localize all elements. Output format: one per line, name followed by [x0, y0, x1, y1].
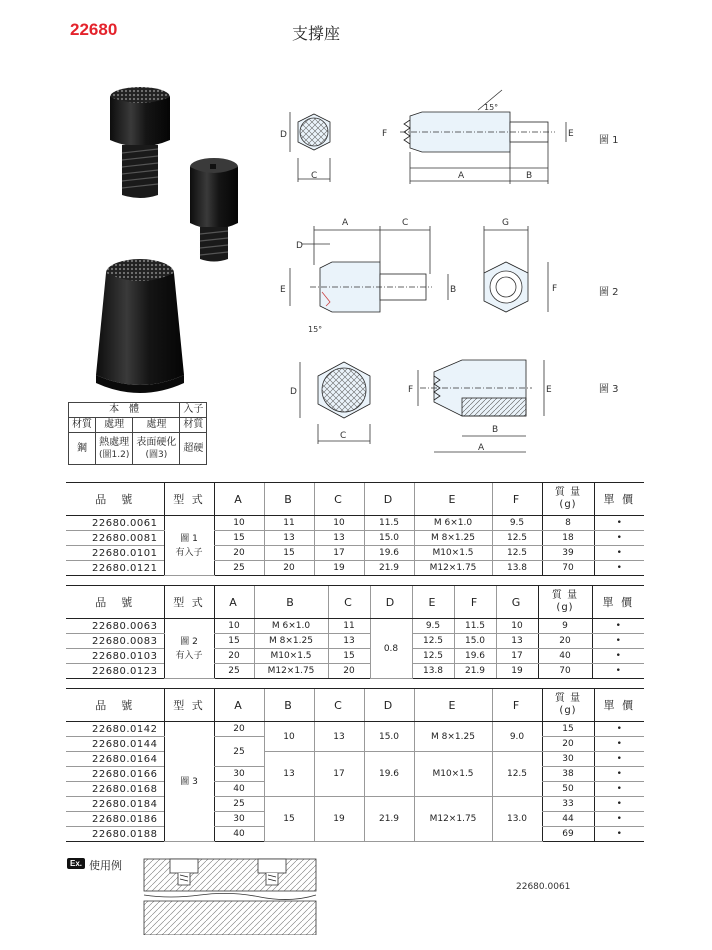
- col-header-B: B: [264, 689, 314, 722]
- dim-B-fig1: B: [526, 171, 533, 181]
- cell-F: 11.5: [454, 619, 496, 634]
- cell-D: 21.9: [364, 561, 414, 576]
- cell-A: 40: [214, 827, 264, 842]
- col-header-D: D: [364, 689, 414, 722]
- cell-A: 20: [214, 649, 254, 664]
- cell-F: 21.9: [454, 664, 496, 679]
- weight-unit: (g): [559, 705, 577, 716]
- dim-B-fig2: B: [450, 285, 457, 295]
- col-header-price: 單 價: [594, 689, 644, 722]
- col-header-E: E: [414, 689, 492, 722]
- part-number: 22680.0103: [66, 649, 164, 664]
- col-header-C: C: [314, 483, 364, 516]
- cell-weight: 44: [542, 812, 594, 827]
- cell-E: M10×1.5: [414, 752, 492, 797]
- weight-label: 質 量: [551, 590, 579, 601]
- cell-B: M12×1.75: [254, 664, 328, 679]
- col-header-B: B: [264, 483, 314, 516]
- dim-C-fig2: C: [402, 218, 409, 228]
- cell-price: •: [594, 782, 644, 797]
- part-number: 22680.0121: [66, 561, 164, 576]
- fig1-side-view: [400, 90, 566, 184]
- table-row: [66, 531, 644, 546]
- technical-drawings: [270, 80, 590, 460]
- dim-C-fig3: C: [340, 431, 347, 441]
- part-number: 22680.0142: [66, 722, 164, 737]
- cell-B: 11: [264, 516, 314, 531]
- table-row: [66, 634, 644, 649]
- cell-G: 19: [496, 664, 538, 679]
- type-note: 有入子: [175, 547, 203, 558]
- product-photo-2: [183, 155, 245, 265]
- treatment-col: 處理: [96, 418, 133, 433]
- heat-treatment-label: 熱處理: [99, 436, 130, 448]
- part-number: 22680.0168: [66, 782, 164, 797]
- cell-price: •: [594, 797, 644, 812]
- cell-B: 10: [264, 722, 314, 752]
- spec-table-fig1: [66, 482, 644, 576]
- part-number: 22680.0101: [66, 546, 164, 561]
- cell-C: 20: [328, 664, 370, 679]
- cell-D: 21.9: [364, 797, 414, 842]
- dim-D-fig1: D: [280, 130, 287, 140]
- cell-G: 13: [496, 634, 538, 649]
- spec-table-fig2: [66, 585, 644, 679]
- part-number: 22680.0186: [66, 812, 164, 827]
- cell-D: 15.0: [364, 531, 414, 546]
- cell-A: 30: [214, 812, 264, 827]
- cell-E: 13.8: [412, 664, 454, 679]
- cell-weight: 20: [542, 737, 594, 752]
- cell-E: M 8×1.25: [414, 722, 492, 752]
- cell-F: 9.0: [492, 722, 542, 752]
- cell-E: 9.5: [412, 619, 454, 634]
- cell-weight: 50: [542, 782, 594, 797]
- dim-A-fig2: A: [342, 218, 349, 228]
- col-header-D: D: [370, 586, 412, 619]
- type-cell: 圖 3: [164, 722, 214, 842]
- cell-price: •: [594, 752, 644, 767]
- cell-price: •: [592, 649, 644, 664]
- cell-E: M12×1.75: [414, 797, 492, 842]
- type-cell: [164, 619, 214, 679]
- cell-F: 15.0: [454, 634, 496, 649]
- cell-B: 13: [264, 531, 314, 546]
- treatment-col-2: 處理: [133, 418, 180, 433]
- cell-D: 15.0: [364, 722, 414, 752]
- cell-F: 13.8: [492, 561, 542, 576]
- surface-hardening-note: (圖3): [145, 449, 168, 460]
- dim-D-fig3: D: [290, 387, 297, 397]
- dim-B-fig3: B: [492, 425, 499, 435]
- figure-1-label: 圖 1: [599, 135, 619, 146]
- cell-C: 19: [314, 561, 364, 576]
- cell-weight: 8: [542, 516, 594, 531]
- weight-label: 質 量: [554, 693, 582, 704]
- table-row: [66, 619, 644, 634]
- surface-hardening-label: 表面硬化: [136, 436, 177, 448]
- example-badge: Ex.: [67, 858, 85, 869]
- col-header-C: C: [328, 586, 370, 619]
- dim-A-fig1: A: [458, 171, 465, 181]
- col-header-pn: 品 號: [66, 483, 164, 516]
- cell-F: 12.5: [492, 752, 542, 797]
- product-photo-1: [100, 85, 180, 203]
- cell-B: 13: [264, 752, 314, 797]
- cell-F: 9.5: [492, 516, 542, 531]
- material-table: [68, 402, 207, 465]
- part-number: 22680.0061: [66, 516, 164, 531]
- part-number: 22680.0166: [66, 767, 164, 782]
- figure-2-label: 圖 2: [599, 287, 619, 298]
- cell-C: 13: [314, 722, 364, 752]
- table-row: [66, 561, 644, 576]
- cell-D: 0.8: [370, 619, 412, 679]
- col-header-F: F: [454, 586, 496, 619]
- cell-A: 25: [214, 561, 264, 576]
- type-figure: 圖 1: [180, 533, 198, 544]
- part-number: 22680.0144: [66, 737, 164, 752]
- col-header-F: F: [492, 689, 542, 722]
- cell-C: 13: [314, 531, 364, 546]
- cell-C: 17: [314, 752, 364, 797]
- dim-E-fig3: E: [546, 385, 552, 395]
- cell-E: M 8×1.25: [414, 531, 492, 546]
- example-reference-code: 22680.0061: [516, 882, 571, 892]
- fig3-side-view: [418, 360, 544, 452]
- cell-A: 25: [214, 664, 254, 679]
- cell-price: •: [594, 737, 644, 752]
- cell-A: 40: [214, 782, 264, 797]
- cell-E: M 6×1.0: [414, 516, 492, 531]
- cell-B: M 8×1.25: [254, 634, 328, 649]
- cell-weight: 9: [538, 619, 592, 634]
- dim-F-fig1: F: [382, 129, 388, 139]
- table-row: [66, 516, 644, 531]
- cell-D: 19.6: [364, 546, 414, 561]
- cell-price: •: [594, 722, 644, 737]
- table-row: [66, 649, 644, 664]
- cell-A: 15: [214, 531, 264, 546]
- part-number: 22680.0083: [66, 634, 164, 649]
- dim-D-fig2: D: [296, 241, 303, 251]
- cell-F: 19.6: [454, 649, 496, 664]
- col-header-A: A: [214, 586, 254, 619]
- cell-B: 15: [264, 797, 314, 842]
- example-label: 使用例: [89, 859, 122, 872]
- cell-G: 10: [496, 619, 538, 634]
- dim-F-fig3: F: [408, 385, 414, 395]
- insert-material-col: 材質: [180, 418, 207, 433]
- col-header-price: 單 價: [592, 586, 644, 619]
- material-col: 材質: [69, 418, 96, 433]
- cell-E: 12.5: [412, 649, 454, 664]
- col-header-G: G: [496, 586, 538, 619]
- col-header-E: E: [412, 586, 454, 619]
- heat-treatment: [96, 433, 133, 465]
- product-photo-3: [90, 255, 190, 395]
- spec-table-fig3: [66, 688, 644, 842]
- cell-A: 15: [214, 634, 254, 649]
- dim-G-fig2: G: [502, 218, 509, 228]
- col-header-A: A: [214, 483, 264, 516]
- material-insert-header: 入子: [180, 403, 207, 418]
- weight-unit: (g): [556, 602, 574, 613]
- cell-weight: 18: [542, 531, 594, 546]
- part-number: 22680.0188: [66, 827, 164, 842]
- col-header-weight: [542, 689, 594, 722]
- col-header-weight: [538, 586, 592, 619]
- cell-C: 15: [328, 649, 370, 664]
- material-steel: 鋼: [69, 433, 96, 465]
- cell-price: •: [594, 516, 644, 531]
- col-header-F: F: [492, 483, 542, 516]
- col-header-pn: 品 號: [66, 586, 164, 619]
- material-body-header: 本 體: [69, 403, 180, 418]
- table-row: [66, 664, 644, 679]
- cell-weight: 70: [538, 664, 592, 679]
- cell-D: 19.6: [364, 752, 414, 797]
- cell-F: 12.5: [492, 546, 542, 561]
- cell-price: •: [594, 827, 644, 842]
- cell-weight: 30: [542, 752, 594, 767]
- col-header-weight: [542, 483, 594, 516]
- cell-price: •: [592, 619, 644, 634]
- cell-C: 17: [314, 546, 364, 561]
- cell-weight: 38: [542, 767, 594, 782]
- dim-C-fig1: C: [311, 171, 318, 181]
- dim-E-fig2: E: [280, 285, 286, 295]
- cell-E: 12.5: [412, 634, 454, 649]
- col-header-D: D: [364, 483, 414, 516]
- cell-A: 25: [214, 797, 264, 812]
- cell-A: 10: [214, 516, 264, 531]
- weight-label: 質 量: [554, 487, 582, 498]
- col-header-B: B: [254, 586, 328, 619]
- cell-weight: 40: [538, 649, 592, 664]
- cell-B: 20: [264, 561, 314, 576]
- cell-weight: 39: [542, 546, 594, 561]
- cell-E: M12×1.75: [414, 561, 492, 576]
- fig2-end-view: [484, 226, 548, 312]
- cell-A: 30: [214, 767, 264, 782]
- type-figure: 圖 2: [180, 636, 198, 647]
- col-header-A: A: [214, 689, 264, 722]
- cell-F: 12.5: [492, 531, 542, 546]
- part-number: 22680.0184: [66, 797, 164, 812]
- col-header-type: 型 式: [164, 586, 214, 619]
- cell-price: •: [594, 561, 644, 576]
- cell-weight: 70: [542, 561, 594, 576]
- cell-weight: 15: [542, 722, 594, 737]
- table-row: [66, 546, 644, 561]
- cell-B: 15: [264, 546, 314, 561]
- col-header-price: 單 價: [594, 483, 644, 516]
- cell-price: •: [594, 531, 644, 546]
- table-row: [66, 797, 644, 812]
- cell-price: •: [594, 546, 644, 561]
- part-number: 22680.0081: [66, 531, 164, 546]
- usage-example-drawing: [140, 855, 320, 935]
- type-cell: [164, 516, 214, 576]
- part-number: 22680.0063: [66, 619, 164, 634]
- col-header-type: 型 式: [164, 483, 214, 516]
- heat-treatment-note: (圖1.2): [99, 449, 130, 460]
- cell-G: 17: [496, 649, 538, 664]
- cell-C: 10: [314, 516, 364, 531]
- cell-price: •: [592, 664, 644, 679]
- table-row: [66, 752, 644, 767]
- cell-C: 13: [328, 634, 370, 649]
- dim-angle-fig2: 15°: [308, 325, 323, 334]
- cell-weight: 20: [538, 634, 592, 649]
- dim-angle-fig1: 15°: [484, 103, 499, 112]
- dim-A-fig3: A: [478, 443, 485, 453]
- cell-C: 19: [314, 797, 364, 842]
- type-note: 有入子: [175, 650, 203, 661]
- cell-B: M10×1.5: [254, 649, 328, 664]
- product-name: 支撐座: [292, 24, 341, 43]
- col-header-E: E: [414, 483, 492, 516]
- col-header-type: 型 式: [164, 689, 214, 722]
- cell-D: 11.5: [364, 516, 414, 531]
- table-row: [66, 722, 644, 737]
- cell-price: •: [594, 812, 644, 827]
- fig3-end-view: [300, 362, 370, 444]
- insert-carbide: 超硬: [180, 433, 207, 465]
- cell-C: 11: [328, 619, 370, 634]
- cell-A: 25: [214, 737, 264, 767]
- cell-weight: 33: [542, 797, 594, 812]
- cell-E: M10×1.5: [414, 546, 492, 561]
- dim-F-fig2: F: [552, 284, 558, 294]
- figure-3-label: 圖 3: [599, 384, 619, 395]
- fig1-end-view: [290, 112, 330, 182]
- part-number: 22680.0164: [66, 752, 164, 767]
- col-header-C: C: [314, 689, 364, 722]
- cell-price: •: [592, 634, 644, 649]
- cell-F: 13.0: [492, 797, 542, 842]
- cell-B: M 6×1.0: [254, 619, 328, 634]
- fig2-side-view: [290, 226, 448, 312]
- dim-E-fig1: E: [568, 129, 574, 139]
- weight-unit: (g): [559, 499, 577, 510]
- cell-weight: 69: [542, 827, 594, 842]
- cell-price: •: [594, 767, 644, 782]
- product-code: 22680: [70, 20, 118, 39]
- cell-A: 20: [214, 546, 264, 561]
- surface-hardening: [133, 433, 180, 465]
- cell-A: 10: [214, 619, 254, 634]
- col-header-pn: 品 號: [66, 689, 164, 722]
- cell-A: 20: [214, 722, 264, 737]
- part-number: 22680.0123: [66, 664, 164, 679]
